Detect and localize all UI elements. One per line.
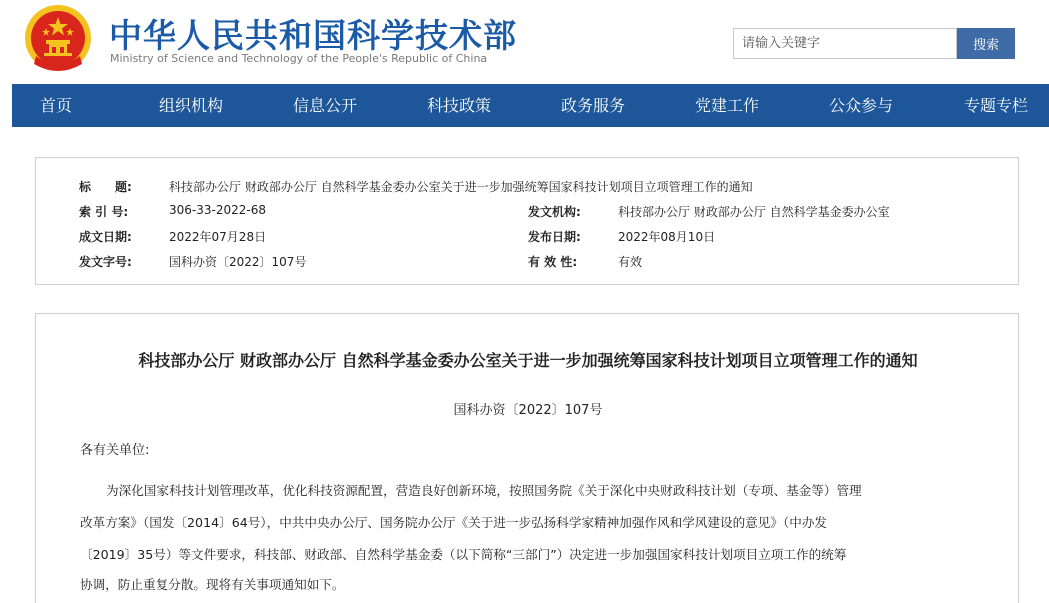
- nav-item-party[interactable]: 党建工作: [695, 96, 760, 115]
- site-header: [0, 0, 1049, 84]
- site-title-english: Ministry of Science and Technology of the People's Republic of China: [110, 52, 488, 65]
- paragraph-line: 为深化国家科技计划管理改革，优化科技资源配置，营造良好创新环境，按照国务院《关于深化中央财政科技计划（专项、基金等）管理: [106, 483, 862, 498]
- nav-item-public[interactable]: 公众参与: [829, 96, 894, 115]
- site-title[interactable]: 中华人民共和国科学技术部: [109, 16, 517, 55]
- info-validity-value: 有效: [618, 255, 643, 269]
- national-emblem-icon: [22, 4, 94, 76]
- nav-item-home[interactable]: 首页: [40, 96, 73, 115]
- paragraph-line: 协调，防止重复分散。现将有关事项通知如下。: [80, 577, 345, 592]
- info-publish-value: 2022年08月10日: [618, 230, 716, 244]
- info-title-label: 标 题:: [79, 180, 132, 194]
- info-index-value: 306-33-2022-68: [169, 203, 266, 217]
- info-date-label: 成文日期:: [79, 230, 132, 244]
- nav-item-organization[interactable]: 组织机构: [159, 96, 224, 115]
- nav-item-policy[interactable]: 科技政策: [427, 96, 492, 115]
- info-issuer-value: 科技部办公厅 财政部办公厅 自然科学基金委办公室: [618, 205, 890, 219]
- document-number: 国科办资〔2022〕107号: [453, 403, 603, 418]
- info-validity-label: 有 效 性:: [528, 255, 578, 269]
- document-title: 科技部办公厅 财政部办公厅 自然科学基金委办公室关于进一步加强统筹国家科技计划项目立项管理工作的通知: [138, 351, 918, 370]
- nav-item-information[interactable]: 信息公开: [293, 96, 358, 115]
- paragraph-line: 〔2019〕35号）等文件要求，科技部、财政部、自然科学基金委（以下简称“三部门”）决定进一步加强国家科技计划项目立项工作的统筹: [80, 547, 847, 562]
- info-title-value: 科技部办公厅 财政部办公厅 自然科学基金委办公室关于进一步加强统筹国家科技计划项目立项管理工作的通知: [169, 180, 753, 194]
- info-docnum-value: 国科办资〔2022〕107号: [169, 255, 307, 269]
- document-info-panel: [35, 157, 1019, 285]
- info-docnum-label: 发文字号:: [79, 255, 132, 269]
- nav-item-topics[interactable]: 专题专栏: [964, 96, 1029, 115]
- document-salutation: 各有关单位:: [80, 443, 150, 458]
- info-issuer-label: 发文机构:: [528, 205, 581, 219]
- search-button[interactable]: 搜索: [957, 28, 1015, 59]
- nav-item-services[interactable]: 政务服务: [561, 96, 626, 115]
- paragraph-line: 改革方案》（国发〔2014〕64号），中共中央办公厅、国务院办公厅《关于进一步弘扬科学家精神加强作风和学风建设的意见》（中办发: [80, 515, 828, 530]
- info-index-label: 索 引 号:: [79, 205, 129, 219]
- document-content: [35, 313, 1019, 603]
- info-publish-label: 发布日期:: [528, 230, 581, 244]
- search-input[interactable]: [733, 28, 957, 59]
- info-date-value: 2022年07月28日: [169, 230, 267, 244]
- main-nav: [12, 84, 1049, 127]
